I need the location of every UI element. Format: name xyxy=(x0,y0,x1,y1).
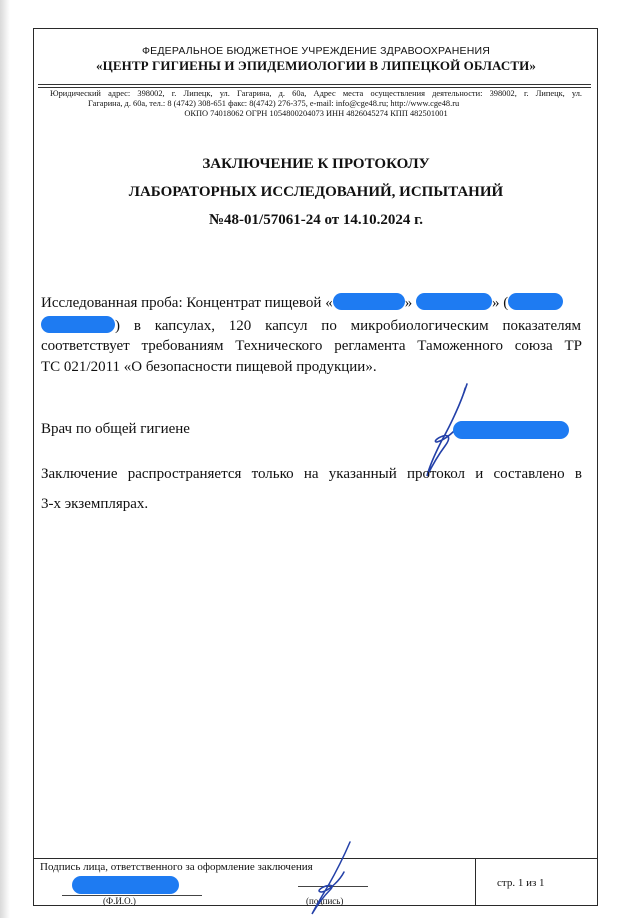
scan-edge-shadow xyxy=(0,0,10,918)
protocol-number: №48-01/57061-24 от 14.10.2024 г. xyxy=(208,212,424,228)
org-name-line1: ФЕДЕРАЛЬНОЕ БЮДЖЕТНОЕ УЧРЕЖДЕНИЕ ЗДРАВООХРАНЕНИЯ xyxy=(141,45,491,57)
document-title-line1: ЗАКЛЮЧЕНИЕ К ПРОТОКОЛУ xyxy=(202,156,430,172)
redacted-responsible-name xyxy=(72,876,179,894)
redacted-product-name xyxy=(333,293,405,310)
sample-line2-text: ) в капсулах, 120 капсул по микробиологическим показателям xyxy=(115,318,581,334)
sample-line2 xyxy=(41,316,582,335)
address-line1: Юридический адрес: 398002, г. Липецк, ул. Гагарина, д. 60а, Адрес места осуществления деятельности: 398002, г. Липецк, ул. xyxy=(50,89,582,98)
responsible-person-label: Подпись лица, ответственного за оформление заключения xyxy=(40,861,313,873)
sample-line4: ТС 021/2011 «О безопасности пищевой продукции». xyxy=(41,359,377,375)
header-rule-bottom xyxy=(38,87,591,88)
document-title-line2: ЛАБОРАТОРНЫХ ИССЛЕДОВАНИЙ, ИСПЫТАНИЙ xyxy=(128,184,504,200)
signature-caption: (подпись) xyxy=(306,896,344,906)
redacted-doctor-name xyxy=(453,421,569,439)
page-number: стр. 1 из 1 xyxy=(497,877,545,889)
org-name-line2: «ЦЕНТР ГИГИЕНЫ И ЭПИДЕМИОЛОГИИ В ЛИПЕЦКОЙ ОБЛАСТИ» xyxy=(96,58,536,73)
quote-close-paren: » ( xyxy=(491,295,509,311)
responsible-signature xyxy=(296,838,366,918)
redacted-manufacturer-part1 xyxy=(508,293,563,310)
note-line1: Заключение распространяется только на указанный протокол и составлено в xyxy=(41,466,582,482)
doctor-title: Врач по общей гигиене xyxy=(41,421,190,437)
fio-caption: (Ф.И.О.) xyxy=(103,896,136,906)
registration-codes: ОКПО 74018062 ОГРН 1054800204073 ИНН 4826045274 КПП 482501001 xyxy=(184,109,448,118)
header-rule-top xyxy=(38,84,591,85)
sample-prefix: Исследованная проба: Концентрат пищевой « xyxy=(41,295,333,311)
note-line2: 3-х экземплярах. xyxy=(41,496,149,512)
redacted-manufacturer-part2 xyxy=(41,316,115,333)
sample-line3: соответствует требованиям Технического регламента Таможенного союза ТР xyxy=(41,338,582,354)
redacted-product-brand xyxy=(416,293,492,310)
footer-column-divider xyxy=(475,858,476,906)
sample-line1 xyxy=(41,293,582,312)
address-line2: Гагарина, д. 60а, тел.: 8 (4742) 308-651 факс: 8(4742) 276-375, e-mail: info@cge48.ru; http://www.cge48.ru xyxy=(88,99,460,108)
quote-close: » xyxy=(404,295,413,311)
